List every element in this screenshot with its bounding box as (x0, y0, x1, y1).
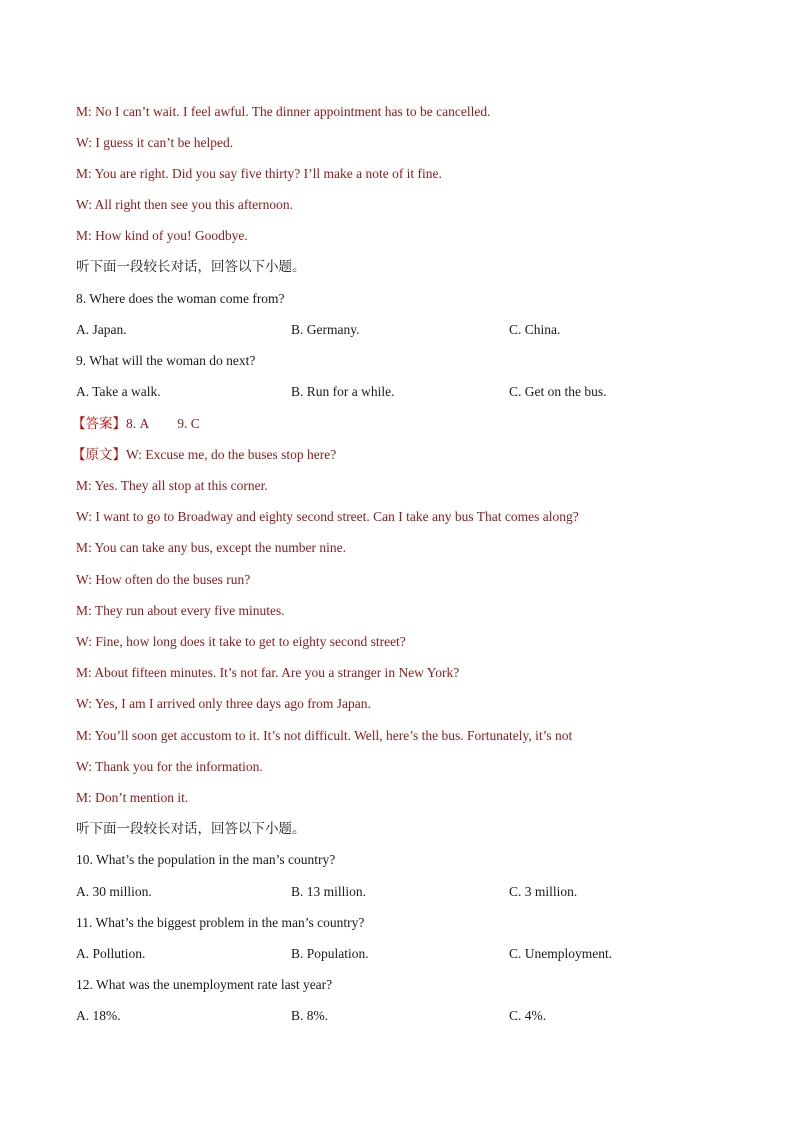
section-instruction: 听下面一段较长对话，回答以下小题。 (76, 821, 306, 836)
transcript-line: M: No I can’t wait. I feel awful. The dinner appointment has to be cancelled. (76, 104, 491, 119)
answer-label: 【答案】 (72, 416, 126, 431)
transcript-line: W: I want to go to Broadway and eighty second street. Can I take any bus That comes along? (76, 509, 579, 524)
question-12: 12. What was the unemployment rate last year? (76, 977, 333, 992)
section-instruction: 听下面一段较长对话，回答以下小题。 (76, 259, 306, 274)
transcript-line: W: How often do the buses run? (76, 572, 251, 587)
transcript-line: W: I guess it can’t be helped. (76, 135, 234, 150)
transcript-line: M: You are right. Did you say five thirty? I’ll make a note of it fine. (76, 166, 442, 181)
answer-line (72, 415, 200, 433)
q10-option-c: C. 3 million. (509, 884, 578, 899)
question-11: 11. What’s the biggest problem in the man’s country? (76, 915, 365, 930)
q11-option-c: C. Unemployment. (509, 946, 613, 961)
transcript-line: M: Yes. They all stop at this corner. (76, 478, 268, 493)
q8-option-b: B. Germany. (291, 322, 360, 337)
q8-option-a: A. Japan. (76, 322, 127, 337)
original-first-line (72, 446, 336, 464)
transcript-line: W: Thank you for the information. (76, 759, 263, 774)
original-label: 【原文】 (72, 447, 126, 462)
q11-option-a: A. Pollution. (76, 946, 146, 961)
q9-option-c: C. Get on the bus. (509, 384, 607, 399)
question-10: 10. What’s the population in the man’s country? (76, 852, 336, 867)
transcript-line: M: You can take any bus, except the number nine. (76, 540, 346, 555)
q10-option-b: B. 13 million. (291, 884, 367, 899)
transcript-line: M: About fifteen minutes. It’s not far. Are you a stranger in New York? (76, 665, 460, 680)
transcript-line: M: They run about every five minutes. (76, 603, 285, 618)
answer-8: 8. A (126, 416, 150, 431)
transcript-line: M: You’ll soon get accustom to it. It’s not difficult. Well, here’s the bus. Fortunately, it’s not (76, 728, 573, 743)
q12-option-c: C. 4%. (509, 1008, 547, 1023)
q10-option-a: A. 30 million. (76, 884, 152, 899)
transcript-line: M: How kind of you! Goodbye. (76, 228, 248, 243)
transcript-line: M: Don’t mention it. (76, 790, 189, 805)
q12-option-b: B. 8%. (291, 1008, 329, 1023)
answer-9: 9. C (177, 416, 200, 431)
transcript-line: W: Yes, I am I arrived only three days ago from Japan. (76, 696, 371, 711)
transcript-line: W: Fine, how long does it take to get to eighty second street? (76, 634, 406, 649)
q9-option-a: A. Take a walk. (76, 384, 161, 399)
q12-option-a: A. 18%. (76, 1008, 121, 1023)
question-9: 9. What will the woman do next? (76, 353, 256, 368)
q11-option-b: B. Population. (291, 946, 369, 961)
q9-option-b: B. Run for a while. (291, 384, 395, 399)
transcript-line: W: Excuse me, do the buses stop here? (126, 447, 337, 462)
q8-option-c: C. China. (509, 322, 561, 337)
question-8: 8. Where does the woman come from? (76, 291, 285, 306)
transcript-line: W: All right then see you this afternoon. (76, 197, 293, 212)
